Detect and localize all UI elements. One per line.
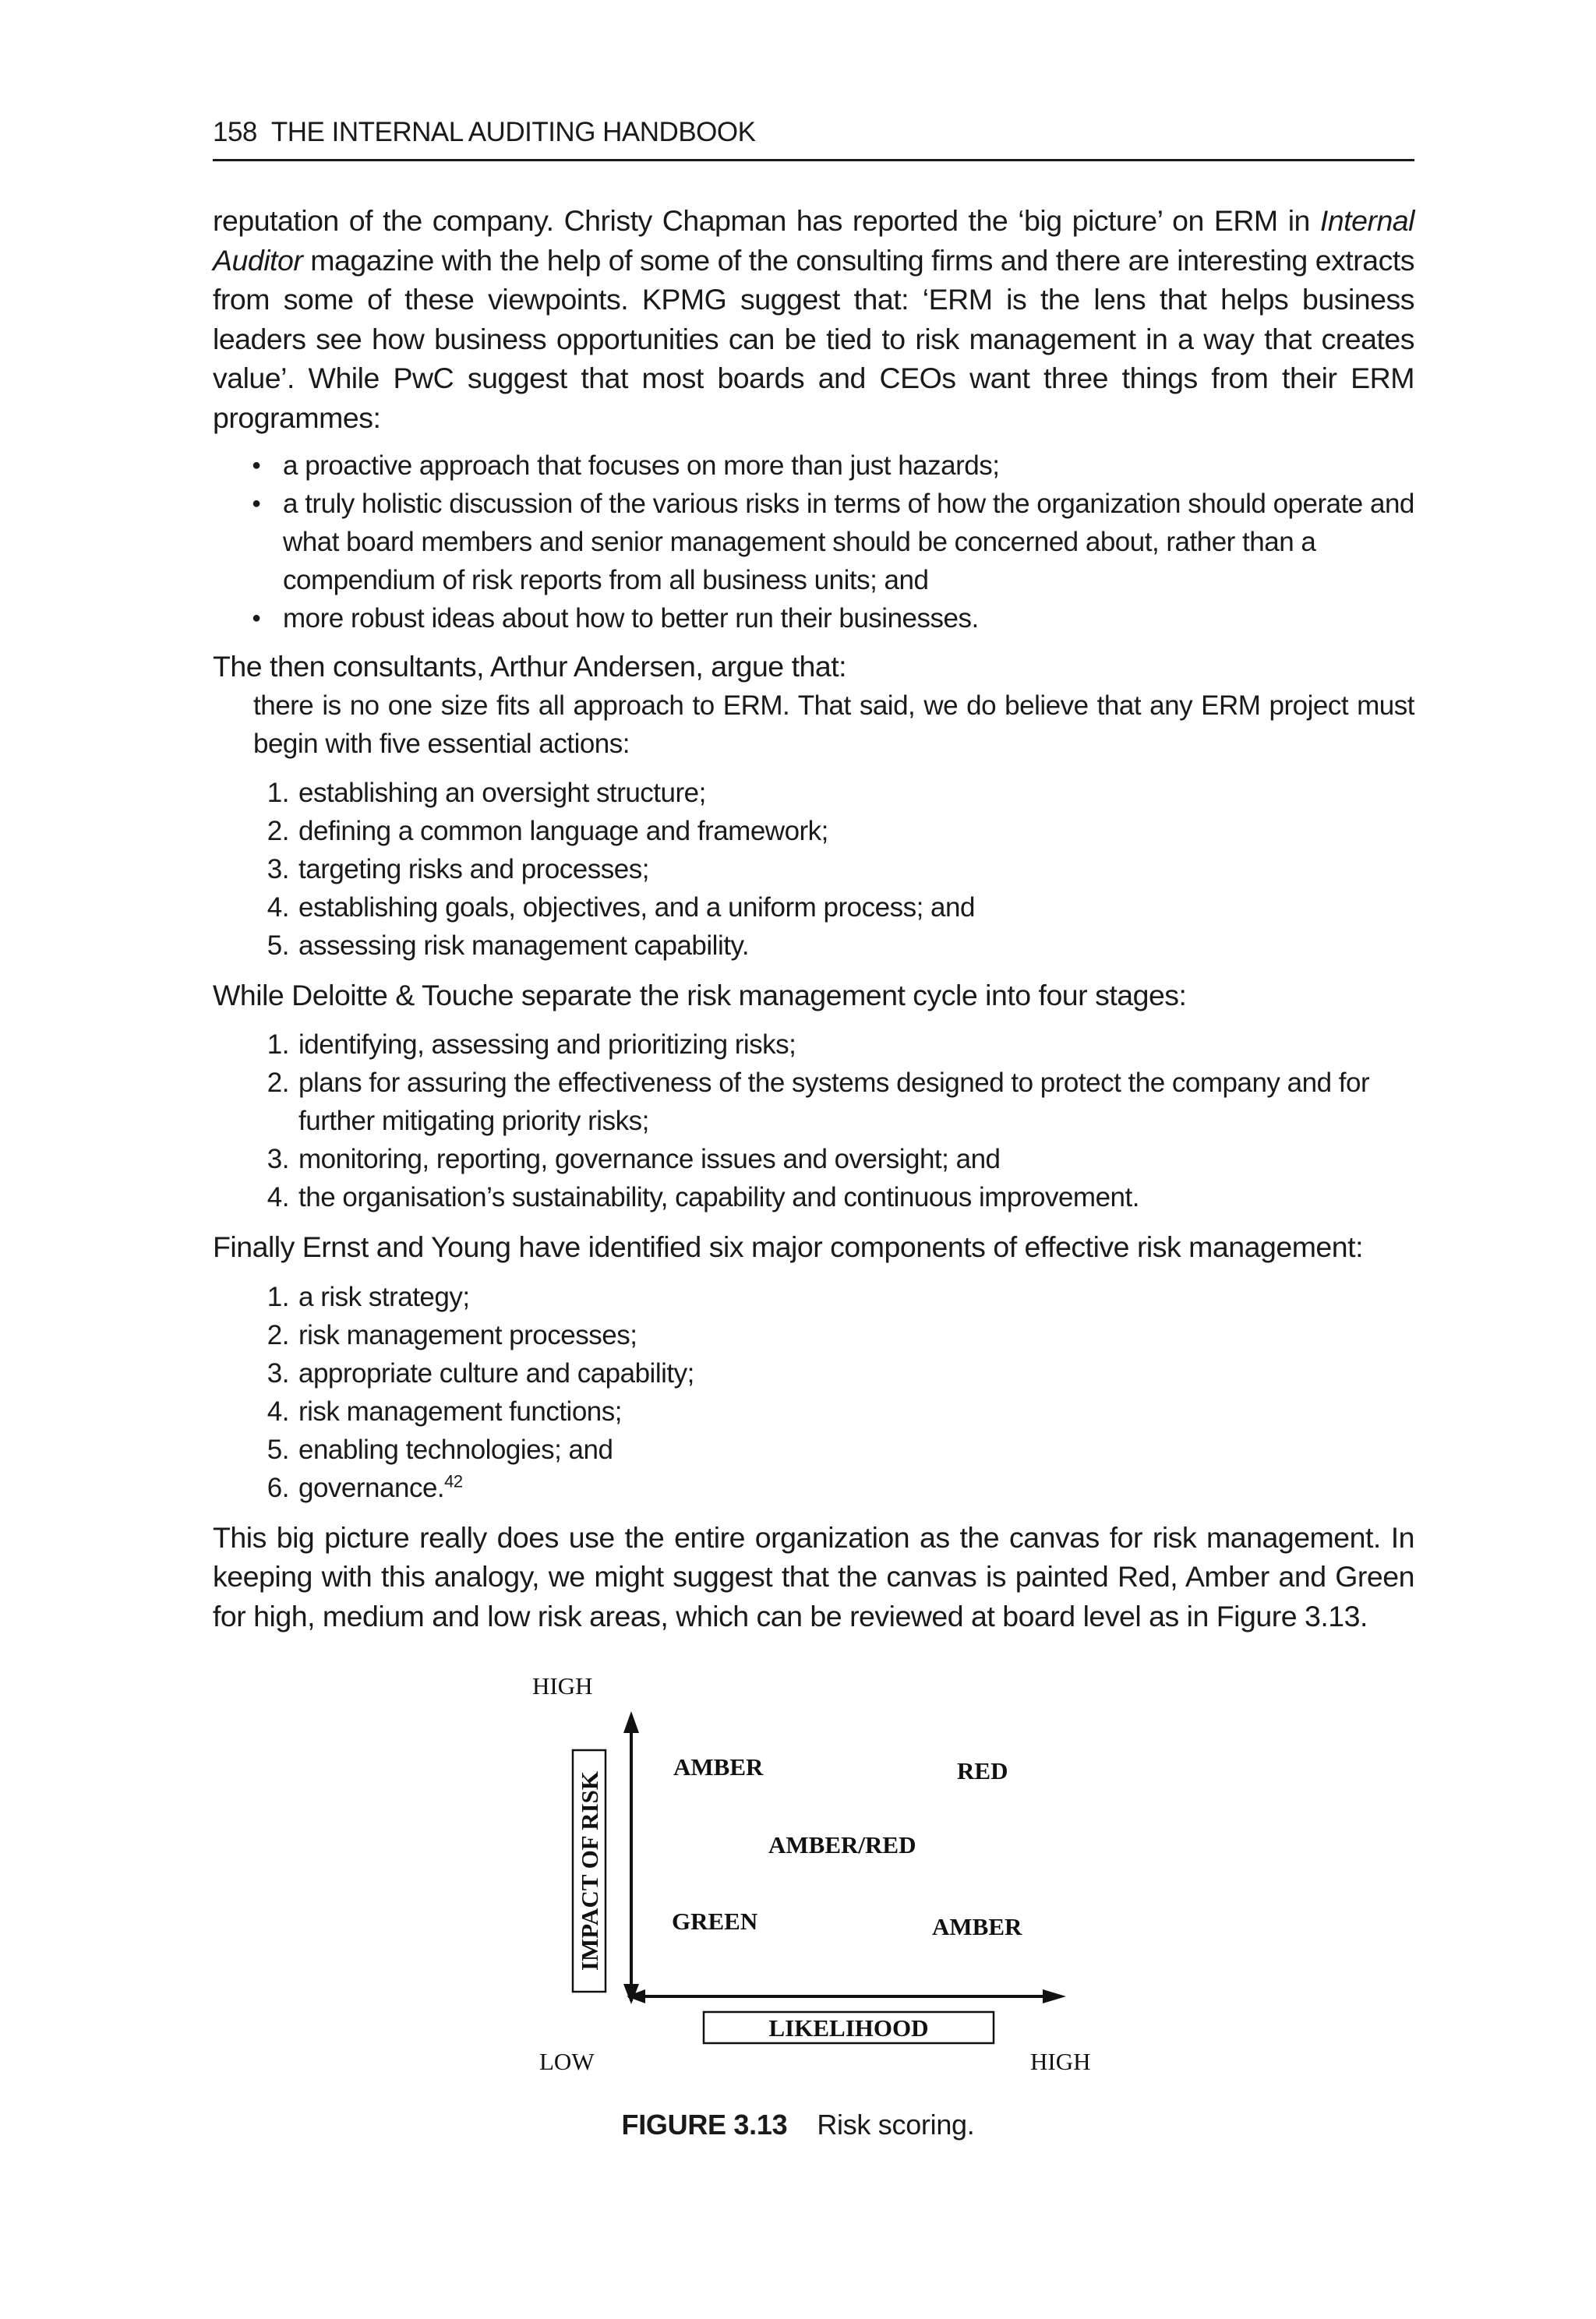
- zone-top-right: RED: [957, 1757, 1008, 1784]
- intro-text-1: reputation of the company. Christy Chapman has reported the ‘big picture’ on ERM in: [213, 204, 1320, 237]
- ey-lead: Finally Ernst and Young have identified six major components of effective risk management:: [213, 1230, 1363, 1263]
- y-axis-label: IMPACT OF RISK: [576, 1770, 603, 1971]
- list-item: 4. risk management functions;: [267, 1396, 622, 1427]
- list-item: 1. a risk strategy;: [267, 1281, 470, 1312]
- list-item: 2. plans for assuring the effectiveness of the systems designed to protect the company and for further mitigating priority risks;: [267, 1068, 1370, 1136]
- deloitte-lead: While Deloitte & Touche separate the risk management cycle into four stages:: [213, 978, 1187, 1011]
- running-title: THE INTERNAL AUDITING HANDBOOK: [270, 117, 756, 147]
- zone-bottom-left: GREEN: [672, 1908, 758, 1935]
- x-low-label: LOW: [539, 2048, 595, 2075]
- figure-number: FIGURE 3.13: [621, 2109, 788, 2141]
- figure-caption: [0, 2109, 1596, 2141]
- list-item: 5. enabling technologies; and: [267, 1434, 613, 1465]
- andersen-lead: The then consultants, Arthur Andersen, argue that:: [213, 650, 847, 683]
- list-item: 5. assessing risk management capability.: [267, 930, 750, 961]
- y-axis-arrowtail: [623, 1984, 639, 2004]
- closing-paragraph: This big picture really does use the entire organization as the canvas for risk management. In keeping with this analogy, we might suggest that the canvas is painted Red, Amber and Green for high, medium and low risk areas, which can be reviewed at board level as in Figure 3.13.: [213, 1520, 1414, 1632]
- magazine-title: Internal Auditor: [213, 204, 1414, 277]
- zone-top-left: AMBER: [673, 1753, 764, 1781]
- list-item: ● a truly holistic discussion of the various risks in terms of how the organization should operate and what board members and senior management should be concerned about, rather than a compendium of risk reports from all business units; and: [213, 485, 1414, 599]
- page-number: 158: [213, 117, 257, 147]
- intro-paragraph: [213, 201, 1414, 437]
- list-item: 3. appropriate culture and capability;: [267, 1357, 694, 1389]
- list-item: 1. identifying, assessing and prioritizing risks;: [267, 1029, 796, 1060]
- page-body: [213, 201, 1414, 1636]
- x-axis-arrowtail: [627, 1989, 645, 2003]
- list-item: 3. targeting risks and processes;: [267, 853, 649, 884]
- running-header: [213, 117, 1414, 161]
- andersen-list: [213, 774, 1414, 965]
- zone-center: AMBER/RED: [768, 1831, 916, 1858]
- y-axis-arrowhead: [623, 1711, 639, 1733]
- y-high-label: HIGH: [532, 1672, 593, 1700]
- figure-title: Risk scoring.: [817, 2109, 975, 2141]
- andersen-quote: there is no one size fits all approach to ERM. That said, we do believe that any ERM project must begin with five essential actions:: [253, 690, 1414, 759]
- x-axis-arrowhead: [1043, 1989, 1066, 2003]
- ey-list: [213, 1278, 1414, 1507]
- list-item: 2. risk management processes;: [267, 1319, 637, 1350]
- list-item: 4. the organisation’s sustainability, capability and continuous improvement.: [267, 1182, 1139, 1212]
- footnote-ref[interactable]: 42: [444, 1470, 463, 1491]
- list-item: 2. defining a common language and framework;: [267, 815, 828, 846]
- list-item: 4. establishing goals, objectives, and a uniform process; and: [267, 891, 975, 923]
- list-item: ● a proactive approach that focuses on more than just hazards;: [213, 447, 1414, 485]
- pwc-bullet-list: [213, 447, 1414, 637]
- x-high-label: HIGH: [1030, 2048, 1091, 2075]
- list-item: 1. establishing an oversight structure;: [267, 777, 706, 808]
- x-axis-label-box: [704, 2012, 994, 2043]
- intro-text-2: magazine with the help of some of the consulting firms and there are interesting extracts from some of these viewpoints. KPMG suggest that: ‘ERM is the lens that helps business leaders see how business opportunities can be tied to risk management in a way that creates value’. While PwC suggest that most boards and CEOs want three things from their ERM programmes:: [213, 243, 1414, 434]
- zone-bottom-right: AMBER: [932, 1913, 1022, 1940]
- y-axis-label-box: [573, 1750, 606, 1992]
- list-item: ● more robust ideas about how to better run their businesses.: [213, 599, 1414, 637]
- x-axis-label: LIKELIHOOD: [768, 2014, 929, 2042]
- list-item: 3. monitoring, reporting, governance issues and oversight; and: [267, 1144, 1001, 1174]
- deloitte-list: [213, 1025, 1414, 1216]
- list-item: 6. governance.$^{42}$: [267, 1470, 463, 1503]
